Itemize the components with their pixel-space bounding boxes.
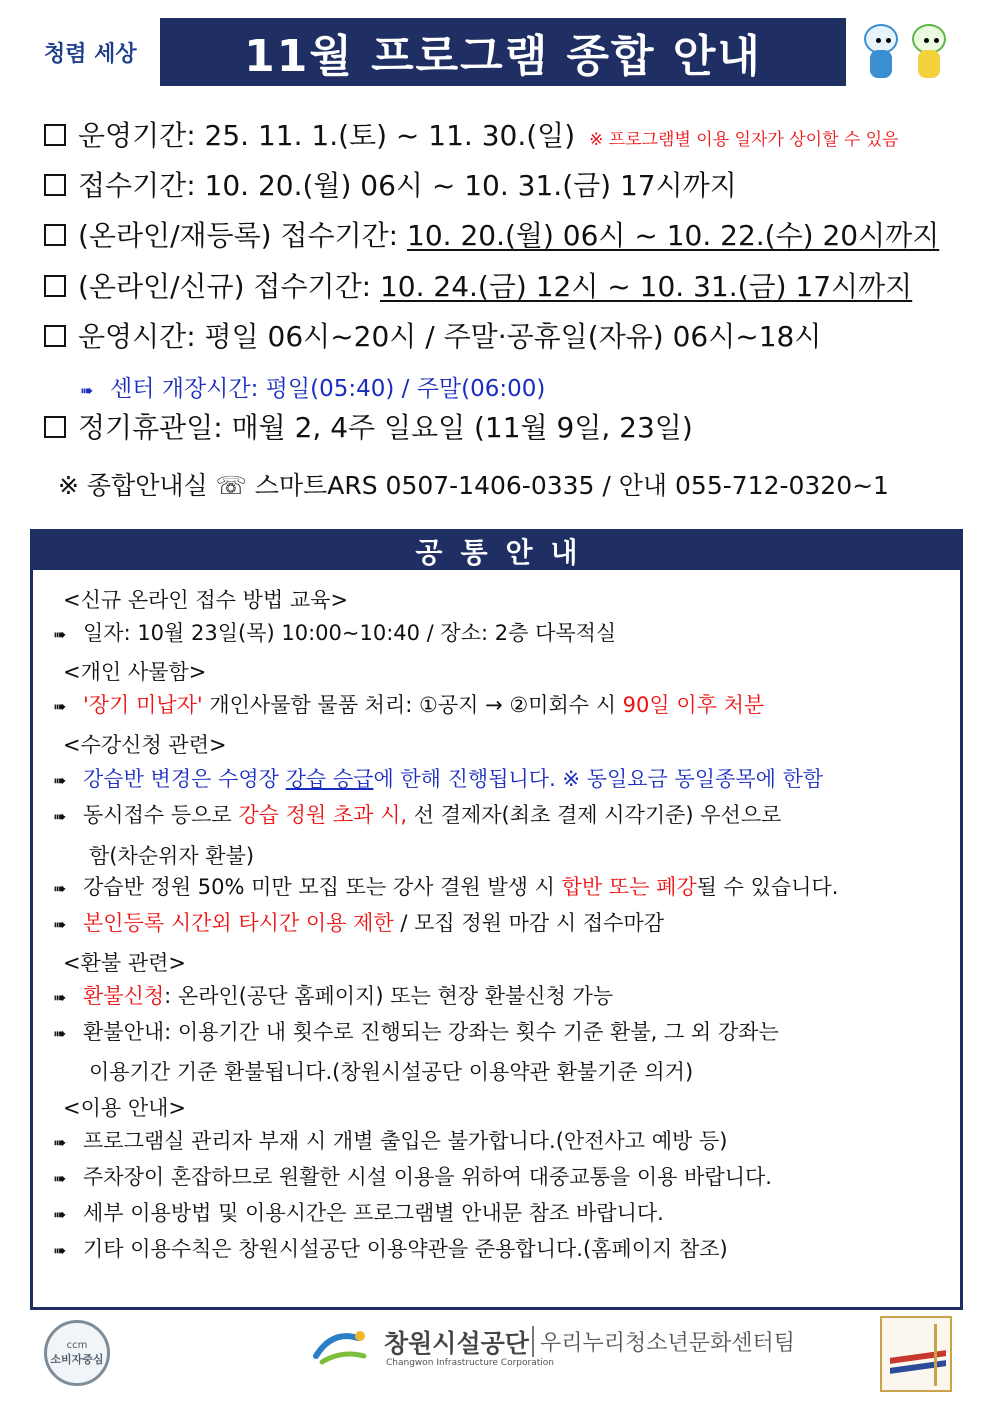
- corporation-english-name: Changwon Infrastructure Corporation: [386, 1358, 554, 1368]
- checkbox-icon: [44, 224, 66, 246]
- info-reception-period: [44, 168, 737, 204]
- hours-value: 평일 06시~20시 / 주말·공휴일(자유) 06시~18시: [204, 320, 822, 353]
- corporation-name: 창원시설공단: [384, 1329, 529, 1358]
- page-title: 11월 프로그램 종합 안내: [244, 31, 762, 82]
- online-re-value: 10. 20.(월) 06시 ~ 10. 22.(수) 20시까지: [407, 219, 940, 252]
- arrow-right-icon: ➠: [53, 879, 67, 898]
- online-new-label: (온라인/신규) 접수기간:: [78, 270, 372, 303]
- section-title-registration: <수강신청 관련>: [63, 733, 227, 757]
- mascot-green-icon: [908, 24, 950, 80]
- list-item: ➠ 환불신청: 온라인(공단 홈페이지) 또는 현장 환불신청 가능: [53, 981, 613, 1013]
- online-new-value: 10. 24.(금) 12시 ~ 10. 31.(금) 17시까지: [379, 270, 913, 303]
- arrow-right-icon: ➠: [53, 1133, 67, 1152]
- contact-info: ※ 종합안내실 ☏ 스마트ARS 0507-1406-0335 / 안내 055-712-0320~1: [58, 471, 889, 500]
- section-title-locker: <개인 사물함>: [63, 660, 207, 684]
- arrow-right-icon: ➠: [53, 988, 67, 1007]
- checkbox-icon: [44, 416, 66, 438]
- center-open-text: 센터 개장시간: 평일(05:40) / 주말(06:00): [110, 376, 546, 402]
- logo-text: 청렴 세상: [44, 40, 137, 67]
- checkbox-icon: [44, 325, 66, 347]
- info-operation-period: [44, 118, 899, 158]
- list-item-continuation: 이용기간 기준 환불됩니다.(창원시설공단 이용약관 환불기준 의거): [89, 1060, 694, 1084]
- arrow-right-icon: ➠: [53, 1241, 67, 1260]
- arrow-right-icon: ➠: [53, 1024, 67, 1043]
- arrow-right-icon: ➠: [53, 625, 67, 644]
- arrow-right-icon: ➠: [53, 807, 67, 826]
- clean-world-logo: [44, 30, 144, 74]
- online-re-label: (온라인/재등록) 접수기간:: [78, 219, 399, 252]
- closed-label: 정기휴관일:: [78, 411, 223, 444]
- info-operating-hours: [44, 319, 821, 355]
- arrow-right-icon: ➠: [53, 1205, 67, 1224]
- arrow-right-icon: ➠: [80, 381, 94, 400]
- list-item: ➠ 주차장이 혼잡하므로 원활한 시설 이용을 위하여 대중교통을 이용 바랍니다.: [53, 1162, 772, 1194]
- checkbox-icon: [44, 174, 66, 196]
- list-item: ➠ 일자: 10월 23일(목) 10:00~10:40 / 장소: 2층 다목적실: [53, 618, 616, 650]
- team-name: 우리누리청소년문화센터팀: [532, 1326, 795, 1357]
- list-item-continuation: 함(차순위자 환불): [89, 844, 255, 868]
- list-item: ➠ 강습반 정원 50% 미만 모집 또는 강사 결원 발생 시 합반 또는 폐강될 수 있습니다.: [53, 872, 838, 904]
- panel-title: 공통안내: [33, 532, 960, 570]
- list-item: ➠ 프로그램실 관리자 부재 시 개별 출입은 불가합니다.(안전사고 예방 등): [53, 1126, 727, 1158]
- operation-period-label: 운영기간:: [78, 119, 196, 152]
- header: [0, 0, 992, 100]
- ccm-badge-top: ccm: [66, 1339, 88, 1351]
- info-online-new: [44, 269, 912, 305]
- hours-label: 운영시간:: [78, 320, 196, 353]
- list-item: ➠ 동시접수 등으로 강습 정원 초과 시, 선 결제자(최초 결제 시각기준) 우선으로: [53, 800, 781, 832]
- closed-value: 매월 2, 4주 일요일 (11월 9일, 23일): [231, 411, 693, 444]
- arrow-right-icon: ➠: [53, 915, 67, 934]
- ccm-badge-icon: [44, 1320, 110, 1386]
- section-title-online-education: <신규 온라인 접수 방법 교육>: [63, 588, 349, 612]
- list-item: ➠ '장기 미납자' 개인사물함 물품 처리: ①공지 → ②미회수 시 90일 이후 처분: [53, 690, 764, 722]
- reception-value: 10. 20.(월) 06시 ~ 10. 31.(금) 17시까지: [204, 169, 737, 202]
- list-item: ➠ 기타 이용수칙은 창원시설공단 이용약관을 준용합니다.(홈페이지 참조): [53, 1234, 728, 1266]
- info-regular-closure: [44, 410, 693, 446]
- arrow-right-icon: ➠: [53, 697, 67, 716]
- list-item: ➠ 세부 이용방법 및 이용시간은 프로그램별 안내문 참조 바랍니다.: [53, 1198, 664, 1230]
- checkbox-icon: [44, 275, 66, 297]
- section-title-usage: <이용 안내>: [63, 1096, 187, 1120]
- reception-label: 접수기간:: [78, 169, 196, 202]
- operation-period-note: ※ 프로그램별 이용 일자가 상이할 수 있음: [589, 130, 899, 150]
- page-title-banner: [160, 18, 846, 86]
- checkbox-icon: [44, 124, 66, 146]
- corporation-logo-icon: [312, 1326, 372, 1370]
- list-item: ➠ 환불안내: 이용기간 내 횟수로 진행되는 강좌는 횟수 기준 환불, 그 외 강좌는: [53, 1017, 779, 1049]
- mascot-blue-icon: [860, 24, 902, 80]
- ccm-badge-text: 소비자중심: [50, 1352, 104, 1366]
- list-item: ➠ 본인등록 시간외 타시간 이용 제한 / 모집 정원 마감 시 접수마감: [53, 908, 664, 940]
- section-title-refund: <환불 관련>: [63, 951, 187, 975]
- footer: [0, 1310, 992, 1403]
- certification-mark-icon: [880, 1316, 952, 1392]
- list-item: ➠ 강습반 변경은 수영장 강습 승급에 한해 진행됩니다. ※ 동일요금 동일종목에 한함: [53, 764, 823, 796]
- operation-period-value: 25. 11. 1.(토) ~ 11. 30.(일): [204, 119, 576, 152]
- arrow-right-icon: ➠: [53, 771, 67, 790]
- mascot-characters: [858, 24, 958, 80]
- common-notice-panel: [30, 529, 963, 1310]
- arrow-right-icon: ➠: [53, 1169, 67, 1188]
- center-open-hours: [80, 370, 545, 403]
- info-online-reregistration: [44, 218, 939, 254]
